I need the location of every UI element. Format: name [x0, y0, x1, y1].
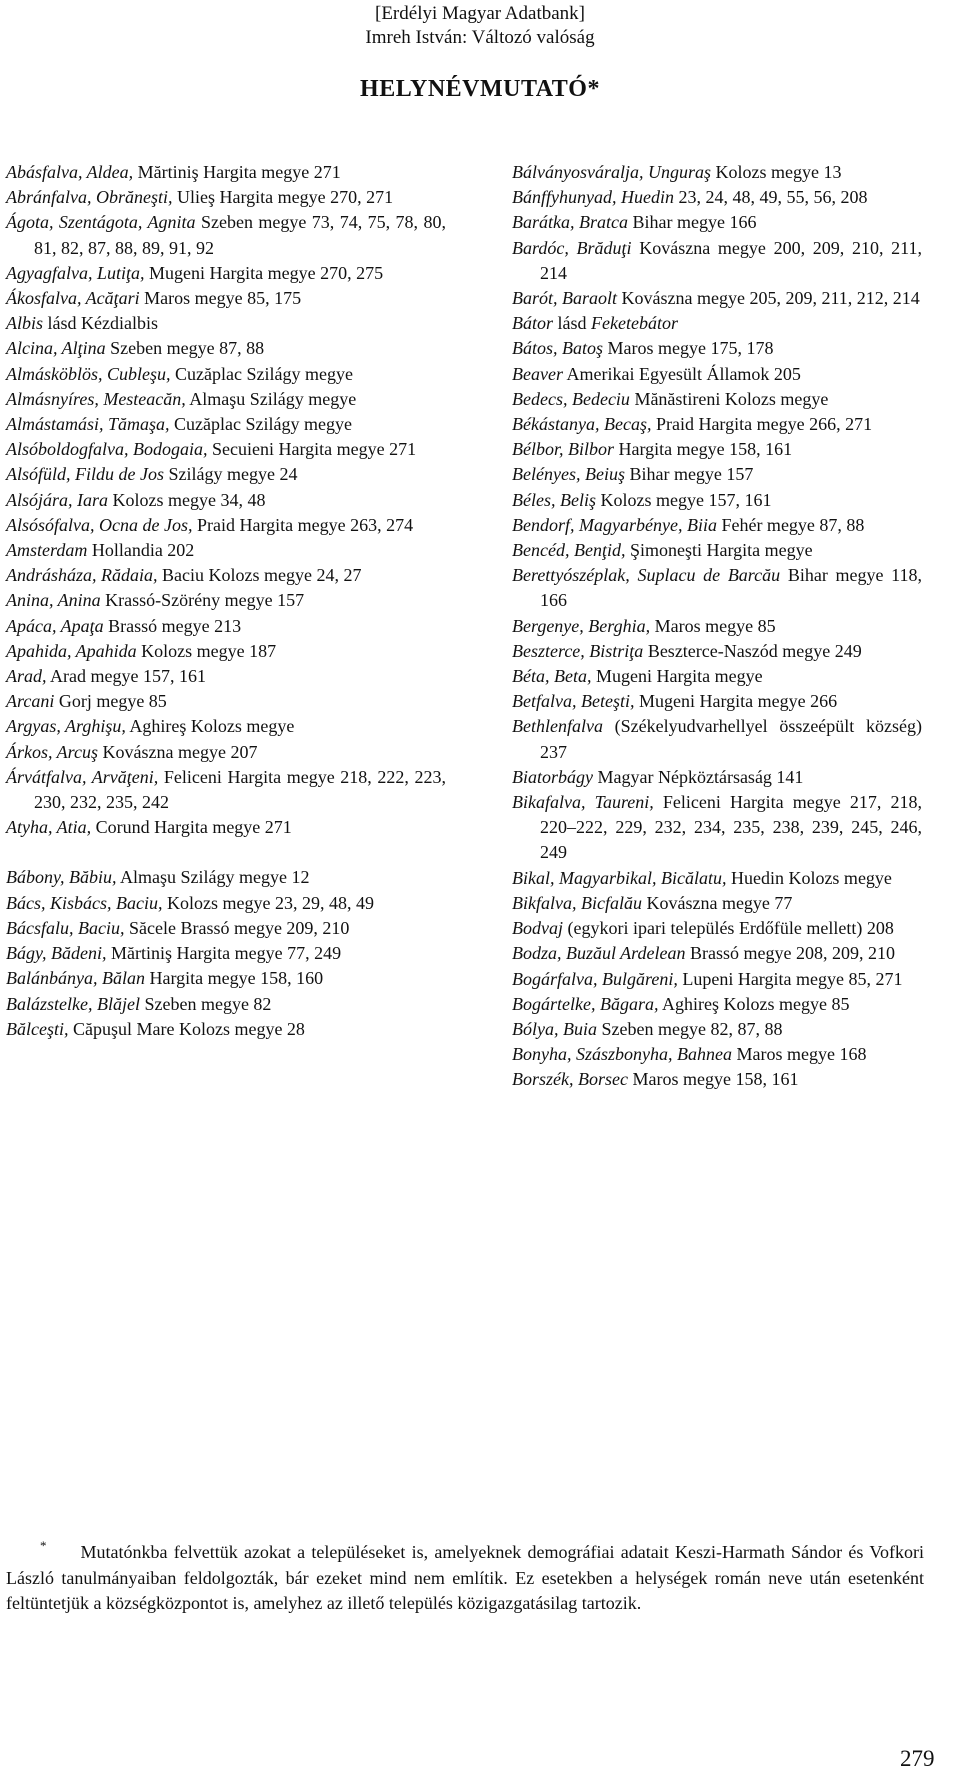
index-entry — [512, 916, 922, 941]
entry-place-names: Betfalva, Beteşti, — [512, 691, 635, 712]
index-entry — [512, 236, 922, 286]
index-entry — [512, 790, 922, 866]
entry-location-pages: Almaşu Szilágy megye 12 — [116, 867, 310, 888]
entry-location-pages: Ulieş Hargita megye 270, 271 — [172, 187, 394, 208]
index-entry — [512, 765, 922, 790]
entry-location-pages: Hollandia 202 — [87, 540, 195, 561]
footnote-text: Mutatónkba felvettük azokat a településeket is, amelyeknek demográfiai adatait Keszi-Harmath Sándor és Vofkori László tanulmányaiban feldolgozták, bár ezeket mind nem említik. Ez esetekben a helységek román neve után esetenként feltüntetjük a községközpontot is, amelyhez az illető település közigazgatásilag tartozik. — [6, 1542, 924, 1613]
entry-place-names: Biatorbágy — [512, 766, 593, 787]
entry-place-names: Argyas, Arghişu, — [6, 716, 126, 737]
index-entry — [512, 1042, 922, 1067]
entry-place-names: Abránfalva, Obrăneşti, — [6, 187, 173, 208]
entry-location-pages: Kovászna megye 205, 209, 211, 212, 214 — [617, 288, 920, 309]
index-entry — [6, 462, 446, 487]
entry-place-names: Belényes, Beiuş — [512, 464, 625, 485]
index-column-left — [6, 160, 446, 1042]
entry-location-pages: Brassó megye 213 — [103, 615, 242, 636]
index-entry — [512, 891, 922, 916]
header-source: [Erdélyi Magyar Adatbank] — [375, 3, 585, 24]
entry-place-names: Bikal, Magyarbikal, Bicălatu, — [512, 867, 727, 888]
entry-place-names: Bethlenfalva — [512, 716, 603, 737]
entry-location-pages: Fehér megye 87, 88 — [716, 514, 865, 535]
entry-place-names: Bikafalva, Taureni, — [512, 792, 654, 813]
entry-place-names: Barátka, Bratca — [512, 212, 628, 233]
entry-place-names: Árvátfalva, Arvăţeni, — [6, 766, 159, 787]
index-entry — [6, 160, 446, 185]
index-entry — [512, 538, 922, 563]
entry-place-names: Bátos, Batoş — [512, 338, 604, 359]
entry-location-pages: Corund Hargita megye 271 — [91, 817, 292, 838]
entry-location-pages: Kovászna megye 207 — [98, 741, 258, 762]
index-entry — [6, 614, 446, 639]
entry-location-pages: Gorj megye 85 — [54, 691, 167, 712]
index-entry — [6, 664, 446, 689]
index-entry — [6, 261, 446, 286]
entry-location-pages: Şimoneşti Hargita megye — [625, 540, 813, 561]
entry-place-names: Bendorf, Magyarbénye, Biia — [512, 514, 717, 535]
entry-location-pages: Cuzăplac Szilágy megye — [170, 363, 353, 384]
entry-place-names: Balázstelke, Blăjel — [6, 993, 140, 1014]
entry-place-names: Atyha, Atia, — [6, 817, 92, 838]
index-entry — [512, 311, 922, 336]
entry-location-pages: Hargita megye 158, 161 — [614, 439, 793, 460]
entry-location-pages: lásd — [553, 313, 592, 334]
index-entry — [512, 210, 922, 235]
entry-location-pages: Căpuşul Mare Kolozs megye 28 — [68, 1018, 305, 1039]
index-entry — [6, 538, 446, 563]
entry-cross-reference: Feketebátor — [591, 313, 678, 334]
index-entry — [6, 286, 446, 311]
entry-place-names: Bogárfalva, Bulgăreni, — [512, 968, 678, 989]
entry-place-names: Bedecs, Bedeciu — [512, 388, 630, 409]
entry-location-pages: Szeben megye 82 — [139, 993, 272, 1014]
index-entry — [6, 865, 446, 890]
entry-location-pages: Maros megye 158, 161 — [627, 1069, 799, 1090]
index-entry — [512, 513, 922, 538]
entry-location-pages: lásd Kézdialbis — [43, 313, 158, 334]
index-entry — [6, 336, 446, 361]
index-entry — [512, 639, 922, 664]
entry-place-names: Bikfalva, Bicfalău — [512, 892, 642, 913]
entry-location-pages: (Székelyudvarhellyel összeépült község) 237 — [540, 716, 922, 762]
index-entry — [6, 689, 446, 714]
entry-location-pages: Kolozs megye 13 — [710, 162, 842, 182]
entry-location-pages: Aghireş Kolozs megye 85 — [658, 993, 850, 1014]
index-entry — [6, 311, 446, 336]
entry-place-names: Almásköblös, Cubleşu, — [6, 363, 171, 384]
entry-location-pages: Maros megye 85 — [650, 615, 776, 636]
entry-location-pages: Krassó-Szörény megye 157 — [100, 590, 305, 611]
index-column-right — [512, 160, 922, 1093]
entry-place-names: Bardóc, Brăduţi — [512, 237, 632, 258]
entry-place-names: Bálványosváralja, Unguraş — [512, 162, 711, 182]
entry-location-pages: Maros megye 85, 175 — [139, 288, 302, 309]
entry-place-names: Alsóboldogfalva, Bodogaia, — [6, 439, 208, 460]
entry-place-names: Anina, Anina — [6, 590, 101, 611]
entry-location-pages: Arad megye 157, 161 — [46, 666, 206, 687]
index-entry — [512, 1017, 922, 1042]
entry-place-names: Beaver — [512, 363, 563, 384]
index-entry — [512, 992, 922, 1017]
page-title: HELYNÉVMUTATÓ* — [360, 76, 600, 102]
entry-location-pages: Maros megye 175, 178 — [603, 338, 774, 359]
index-entry — [512, 689, 922, 714]
index-entry — [6, 740, 446, 765]
entry-place-names: Alsófüld, Fildu de Jos — [6, 464, 164, 485]
entry-place-names: Almástamási, Tămaşa, — [6, 414, 170, 435]
index-entry — [6, 891, 446, 916]
entry-place-names: Bábony, Băbiu, — [6, 867, 117, 888]
entry-place-names: Árkos, Arcuş — [6, 741, 98, 762]
entry-place-names: Berettyószéplak, Suplacu de Barcău — [512, 565, 781, 586]
entry-place-names: Albis — [6, 313, 44, 334]
entry-location-pages: Bihar megye 118, 166 — [540, 565, 922, 611]
entry-place-names: Bólya, Buia — [512, 1018, 597, 1039]
entry-location-pages: Hargita megye 158, 160 — [144, 968, 324, 989]
index-entry — [512, 286, 922, 311]
entry-place-names: Béles, Beliş — [512, 489, 596, 510]
entry-place-names: Béta, Beta, — [512, 666, 592, 687]
entry-location-pages: Săcele Brassó megye 209, 210 — [124, 917, 350, 938]
index-entry — [512, 714, 922, 764]
index-entry — [512, 336, 922, 361]
entry-location-pages: Cuzăplac Szilágy megye — [169, 414, 352, 435]
footnote-mark: * — [40, 1538, 47, 1553]
entry-place-names: Békástanya, Becaş, — [512, 414, 652, 435]
entry-place-names: Bodvaj — [512, 918, 563, 939]
index-entry — [512, 185, 922, 210]
entry-location-pages: 23, 24, 48, 49, 55, 56, 208 — [673, 187, 868, 208]
index-entry — [6, 639, 446, 664]
index-entry — [6, 714, 446, 739]
index-entry — [6, 916, 446, 941]
entry-place-names: Beszterce, Bistriţa — [512, 640, 644, 661]
header-book-title: Imreh István: Változó valóság — [365, 27, 595, 48]
entry-place-names: Bács, Kisbács, Baciu, — [6, 892, 163, 913]
page-header — [0, 2, 960, 50]
index-entry — [512, 437, 922, 462]
entry-place-names: Bágy, Bădeni, — [6, 943, 107, 964]
entry-place-names: Bátor — [512, 313, 554, 334]
entry-place-names: Alcina, Alţina — [6, 338, 106, 359]
index-entry — [6, 765, 446, 815]
entry-location-pages: Magyar Népköztársaság 141 — [593, 766, 804, 787]
entry-place-names: Bălceşti, — [6, 1018, 69, 1039]
index-entry — [6, 362, 446, 387]
entry-location-pages: Baciu Kolozs megye 24, 27 — [157, 565, 362, 586]
entry-location-pages: Kovászna megye 77 — [641, 892, 793, 913]
entry-location-pages: Mugeni Hargita megye — [591, 666, 763, 687]
entry-place-names: Bodza, Buzăul Ardelean — [512, 943, 686, 964]
index-entry — [512, 614, 922, 639]
entry-location-pages: Mărtiniş Hargita megye 77, 249 — [106, 943, 342, 964]
entry-place-names: Agyagfalva, Lutiţa, — [6, 262, 145, 283]
index-entry — [512, 941, 922, 966]
entry-location-pages: Beszterce-Naszód megye 249 — [643, 640, 862, 661]
entry-place-names: Barót, Baraolt — [512, 288, 618, 309]
index-entry — [512, 967, 922, 992]
entry-location-pages: Brassó megye 208, 209, 210 — [685, 943, 895, 964]
entry-location-pages: Aghireş Kolozs megye — [125, 716, 295, 737]
entry-place-names: Almásnyíres, Mesteacăn, — [6, 388, 186, 409]
index-entry — [512, 1067, 922, 1092]
index-entry — [6, 815, 446, 840]
index-entry — [512, 387, 922, 412]
entry-location-pages: Maros megye 168 — [731, 1044, 867, 1065]
entry-location-pages: Bihar megye 166 — [627, 212, 757, 233]
index-entry — [512, 866, 922, 891]
entry-location-pages: Praid Hargita megye 263, 274 — [192, 514, 414, 535]
entry-location-pages: Feliceni Hargita megye 217, 218, 220–222, 229, 232, 234, 235, 238, 239, 245, 246, 249 — [540, 792, 923, 863]
page-number: 279 — [900, 1746, 935, 1771]
entry-location-pages: Huedin Kolozs megye — [726, 867, 892, 888]
index-entry — [6, 488, 446, 513]
index-entry — [512, 488, 922, 513]
entry-location-pages: Kolozs megye 157, 161 — [595, 489, 772, 510]
index-entry — [6, 387, 446, 412]
index-entry — [6, 412, 446, 437]
entry-location-pages: Almaşu Szilágy megye — [185, 388, 357, 409]
index-entry — [6, 513, 446, 538]
index-entry — [6, 941, 446, 966]
entry-place-names: Ágota, Szentágota, Agnita — [6, 212, 196, 233]
index-entry — [6, 185, 446, 210]
entry-location-pages: Mugeni Hargita megye 270, 275 — [144, 262, 384, 283]
entry-location-pages: (egykori ipari település Erdőfüle mellett) 208 — [563, 918, 894, 939]
entry-location-pages: Secuieni Hargita megye 271 — [207, 439, 417, 460]
entry-place-names: Alsójára, Iara — [6, 489, 109, 510]
index-entry — [512, 462, 922, 487]
entry-location-pages: Mărtiniş Hargita megye 271 — [133, 162, 341, 182]
entry-place-names: Bonyha, Szászbonyha, Bahnea — [512, 1044, 732, 1065]
entry-place-names: Andrásháza, Rădaia, — [6, 565, 158, 586]
index-entry — [512, 412, 922, 437]
entry-place-names: Borszék, Borsec — [512, 1069, 628, 1090]
index-entry — [6, 210, 446, 260]
entry-location-pages: Lupeni Hargita megye 85, 271 — [677, 968, 903, 989]
entry-place-names: Apáca, Apaţa — [6, 615, 104, 636]
entry-place-names: Bácsfalu, Baciu, — [6, 917, 125, 938]
entry-location-pages: Praid Hargita megye 266, 271 — [651, 414, 873, 435]
footnote — [6, 1540, 924, 1616]
entry-place-names: Bánffyhunyad, Huedin — [512, 187, 674, 208]
entry-location-pages: Mugeni Hargita megye 266 — [634, 691, 838, 712]
entry-location-pages: Bihar megye 157 — [624, 464, 754, 485]
index-entry — [6, 992, 446, 1017]
entry-place-names: Ákosfalva, Acăţari — [6, 288, 140, 309]
entry-place-names: Bergenye, Berghia, — [512, 615, 651, 636]
entry-location-pages: Kolozs megye 23, 29, 48, 49 — [162, 892, 374, 913]
index-entry — [512, 362, 922, 387]
entry-place-names: Amsterdam — [6, 540, 88, 561]
entry-location-pages: Szilágy megye 24 — [163, 464, 298, 485]
entry-location-pages: Szeben megye 73, 74, 75, 78, 80, 81, 82, 87, 88, 89, 91, 92 — [34, 212, 446, 258]
index-entry — [6, 966, 446, 991]
entry-place-names: Balánbánya, Bălan — [6, 968, 145, 989]
entry-location-pages: Mănăstireni Kolozs megye — [629, 388, 829, 409]
index-entry — [512, 563, 922, 613]
entry-location-pages: Szeben megye 82, 87, 88 — [596, 1018, 783, 1039]
entry-place-names: Abásfalva, Aldea, — [6, 162, 134, 182]
entry-place-names: Bencéd, Benţid, — [512, 540, 626, 561]
entry-place-names: Arad, — [6, 666, 47, 687]
entry-place-names: Apahida, Apahida — [6, 640, 137, 661]
index-entry — [6, 563, 446, 588]
entry-location-pages: Amerikai Egyesült Államok 205 — [562, 363, 801, 384]
entry-location-pages: Kolozs megye 187 — [136, 640, 277, 661]
index-entry — [512, 160, 922, 185]
entry-place-names: Bélbor, Bilbor — [512, 439, 614, 460]
entry-location-pages: Feliceni Hargita megye 218, 222, 223, 230, 232, 235, 242 — [34, 766, 447, 813]
index-entry — [512, 664, 922, 689]
entry-location-pages: Szeben megye 87, 88 — [105, 338, 265, 359]
index-entry — [6, 588, 446, 613]
entry-place-names: Alsósófalva, Ocna de Jos, — [6, 514, 193, 535]
entry-place-names: Arcani — [6, 691, 55, 712]
entry-location-pages: Kovászna megye 200, 209, 210, 211, 214 — [540, 237, 922, 283]
index-entry — [6, 437, 446, 462]
index-entry — [6, 1017, 446, 1042]
entry-place-names: Bogártelke, Băgara, — [512, 993, 659, 1014]
entry-location-pages: Kolozs megye 34, 48 — [108, 489, 266, 510]
